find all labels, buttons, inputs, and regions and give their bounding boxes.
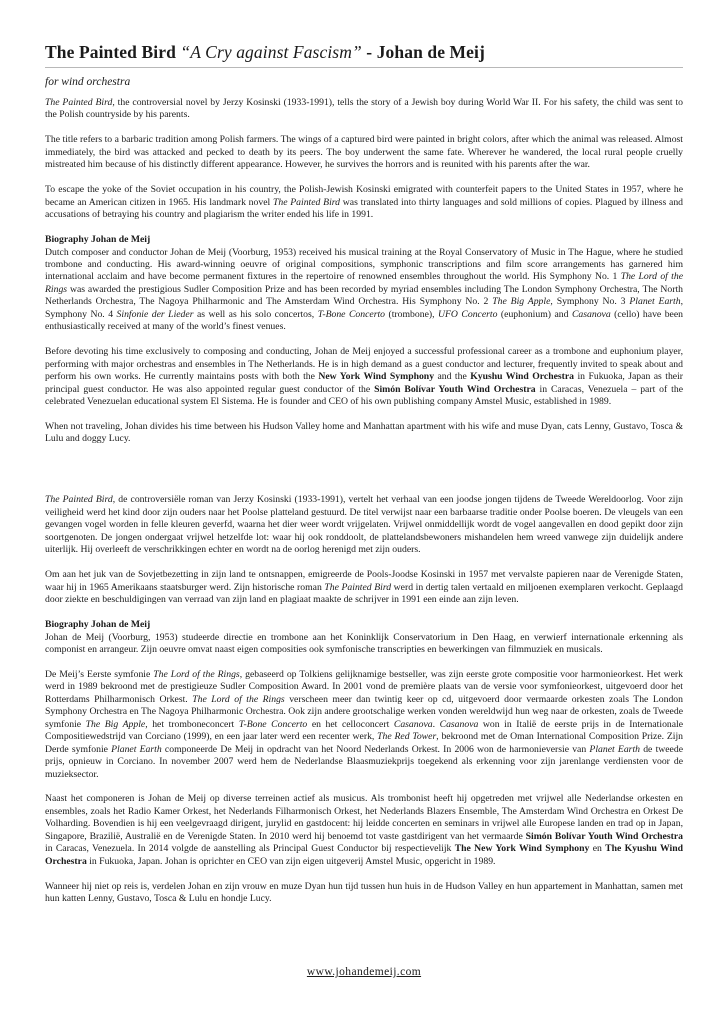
title-author: Johan de Meij (376, 42, 485, 62)
instrumentation-subtitle: for wind orchestra (45, 76, 131, 88)
website-link[interactable]: www.johandemeij.com (306, 966, 422, 978)
paragraph: Johan de Meij (Voorburg, 1953) studeerde directie en trombone aan het Koninklijk Conservatorium in Den Haag, en verwierf internationale erkenning als componist en arrangeur. Zijn oeuvre omvat naast eigen composities ook symfonische transcripties en bewerkingen van filmmuziek en musicals. (45, 631, 683, 655)
paragraph: The title refers to a barbaric tradition among Polish farmers. The wings of a captured bird were painted in bright colors, after which the animal was released. Almost immediately, the bird was attacked and pecked to death by its peers. The boy underwent the same fate. Wherever he wandered, the local rural people cruelly mistreated him because of his distinctly different appearance. However, he survives the horrors and is reunited with his parents after the war. (45, 134, 683, 171)
paragraph: The Painted Bird, de controversiële roman van Jerzy Kosinski (1933-1991), vertelt het verhaal van een joodse jongen tijdens de Tweede Wereldoorlog. Voor zijn veiligheid werd het kind door zijn ouders naar het Poolse platteland gestuurd. De titel verwijst naar een barbaarse traditie onder Poolse boeren. De vleugels van een gevangen vogel worden in felle kleuren geverfd, waarna het dier weer wordt vrijgelaten. Vrijwel onmiddellijk wordt de vogel aangevallen en dood gepikt door zijn soortgenoten. De jongen ondergaat vrijwel hetzelfde lot: waar hij ook ronddoolt, de plattelandsbewoners mishandelen hem wreed vanwege zijn duidelijk andere uiterlijk. Hij overleeft de verschrikkingen echter en wordt na de oorlog herenigd met zijn ouders. (45, 494, 684, 556)
document-blocks (45, 97, 683, 906)
paragraph: When not traveling, Johan divides his time between his Hudson Valley home and Manhattan apartment with his wife and muse Dyan, cats Lenny, Gustavo, Tosca & Lulu and doggy Lucy. (45, 421, 683, 445)
title-work-name: The Painted Bird (45, 42, 181, 62)
paragraph: The Painted Bird, the controversial novel by Jerzy Kosinski (1933-1991), tells the story of a Jewish boy during World War II. For his safety, the child was sent to the Polish countryside by his parents. (45, 97, 683, 121)
page-title (45, 42, 683, 68)
paragraph: Before devoting his time exclusively to composing and conducting, Johan de Meij enjoyed a successful professional career as a trombone and euphonium player, performing with major orchestras and ensembles in The Netherlands. He is in high demand as a guest conductor and lecturer, frequently invited to speak about and perform his own works. He currently maintains posts with both the New York Wind Symphony and the Kyushu Wind Orchestra in Fukuoka, Japan as their principal guest conductor. He was also appointed regular guest conductor of the Simón Bolívar Youth Wind Orchestra in Caracas, Venezuela – part of the celebrated Venezuelan educational system El Sistema. He is founder and CEO of his own publishing company Amstel Music, established in 1989. (45, 346, 684, 408)
paragraph: Om aan het juk van de Sovjetbezetting in zijn land te ontsnappen, emigreerde de Pools-Joodse Kosinski in 1957 met vervalste papieren naar de Verenigde Staten, waar hij in 1965 Amerikaans staatsburger werd. Zijn historische roman The Painted Bird werd in dertig talen vertaald en miljoenen exemplaren verkocht. Geplaagd door ziekte en beschuldigingen van verraad van zijn land en plagiaat maakte de schrijver in 1991 een einde aan zijn leven. (45, 569, 683, 606)
paragraph: Naast het componeren is Johan de Meij op diverse terreinen actief als musicus. Als trombonist heeft hij opgetreden met vrijwel alle Nederlandse orkesten en ensembles, zoals het Radio Kamer Orkest, het Nederlands Filharmonisch Orkest, het Nederlands Blazers Ensemble, The Amsterdam Wind Orchestra en Orkest De Volharding. Bovendien is hij een veelgevraagd dirigent, jurylid en gastdocent: hij leidde concerten en seminars in vrijwel alle Europese landen en trad op in Japan, Singapore, Brazilië, Australië en de Verenigde Staten. In 2010 werd hij benoemd tot vaste gastdirigent van het vermaarde Simón Bolívar Youth Wind Orchestra in Caracas, Venezuela. In 2014 volgde de aanstelling als Principal Guest Conductor bij respectievelijk The New York Wind Symphony en The Kyushu Wind Orchestra in Fukuoka, Japan. Johan is oprichter en CEO van zijn eigen uitgeverij Amstel Music, opgericht in 1989. (45, 793, 684, 867)
paragraph: To escape the yoke of the Soviet occupation in his country, the Polish-Jewish Kosinski emigrated with counterfeit papers to the United States in 1957, where he became an American citizen in 1965. His landmark novel The Painted Bird was translated into thirty languages and sold millions of copies. Plagued by illness and accusations of betraying his country and plagiarism the writer ended his life in 1991. (45, 184, 684, 221)
section-gap (45, 458, 683, 494)
document-content (45, 42, 683, 918)
title-separator: - (361, 42, 377, 62)
paragraph: De Meij’s Eerste symfonie The Lord of the Rings, gebaseerd op Tolkiens gelijknamige bestseller, was zijn eerste grote compositie voor harmonieorkest. Het werk werd in 1989 bekroond met de prestigieuze Sudler Composition Award. In 2001 vond de première plaats van de versie voor symfonieorkest, uitgevoerd door het Rotterdams Philharmonisch Orkest. The Lord of the Rings verscheen meer dan twintig keer op cd, uitgevoerd door vermaarde orkesten zoals The London Symphony Orchestra en The Nagoya Philharmonic Orchestra. Ook zijn andere grootschalige werken vonden wereldwijd hun weg naar de orkesten, zoals de Tweede symfonie The Big Apple, het tromboneconcert T-Bone Concerto en het celloconcert Casanova. Casanova won in Italië de eerste prijs in de Internationale Compositiewedstrijd van Corciano (1999), en een jaar later werd een recenter werk, The Red Tower, bekroond met de Oman International Composition Prize. Zijn Derde symfonie Planet Earth componeerde De Meij in opdracht van het Noord Nederlands Orkest. In 2006 won de harmonieversie van Planet Earth de tweede prijs, opnieuw in Corciano. In november 2007 werd hem de Nederlandse Blaasmuziekprijs toegekend als erkenning voor zijn jarenlange verdiensten voor de muzieksector. (45, 668, 684, 780)
section-heading: Biography Johan de Meij (45, 234, 151, 246)
section-heading: Biography Johan de Meij (45, 619, 151, 631)
paragraph: Wanneer hij niet op reis is, verdelen Johan en zijn vrouw en muze Dyan hun tijd tussen hun huis in de Hudson Valley en hun appartement in Manhattan, samen met hun katten Lenny, Gustavo, Tosca & Lulu en hondje Lucy. (45, 880, 683, 905)
page-footer (0, 962, 728, 980)
paragraph: Dutch composer and conductor Johan de Meij (Voorburg, 1953) received his musical training at the Royal Conservatory of Music in The Hague, where he studied trombone and conducting. His award-winning oeuvre of original compositions, symphonic transcriptions and film score arrangements has garnered him international acclaim and have become permanent fixtures in the repertoire of renowned ensembles throughout the world. His Symphony No. 1 The Lord of the Rings was awarded the prestigious Sudler Composition Prize and has been recorded by myriad ensembles including The London Symphony Orchestra, The North Netherlands Orchestra, The Nagoya Philharmonic and The Amsterdam Wind Orchestra. His Symphony No. 2 The Big Apple, Symphony No. 3 Planet Earth, Symphony No. 4 Sinfonie der Lieder as well as his solo concertos, T-Bone Concerto (trombone), UFO Concerto (euphonium) and Casanova (cello) have been enthusiastically received at many of the world’s finest venues. (45, 246, 684, 333)
title-subtitle-quote: “A Cry against Fascism” (180, 42, 362, 62)
